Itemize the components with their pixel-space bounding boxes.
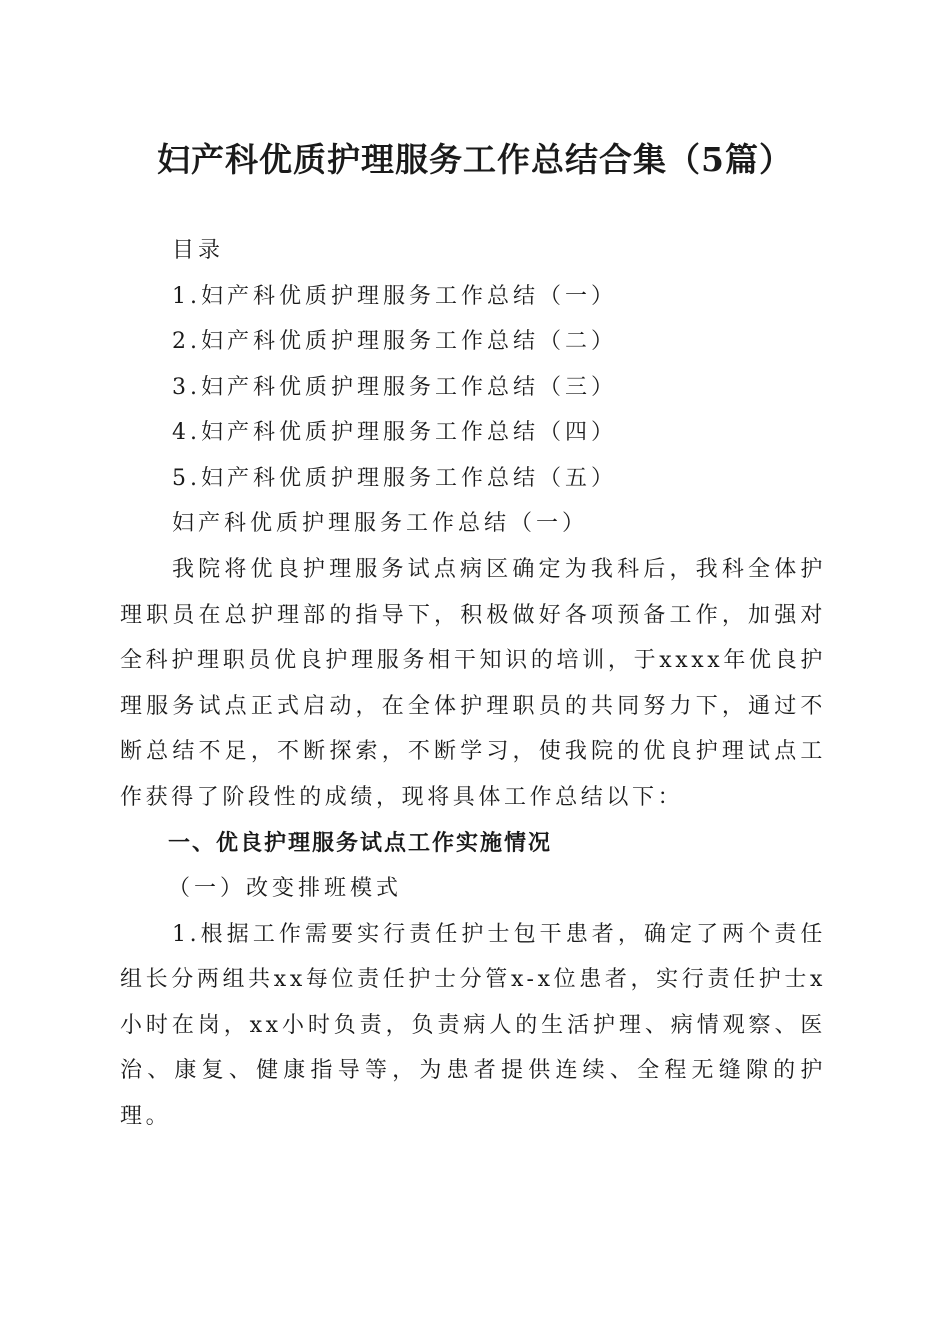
heading-level-1: 一、优良护理服务试点工作实施情况	[168, 830, 553, 856]
toc-item: 1.妇产科优质护理服务工作总结（一）	[172, 283, 617, 309]
toc-item: 4.妇产科优质护理服务工作总结（四）	[172, 420, 617, 445]
toc-heading: 目录	[172, 238, 225, 263]
table-of-contents	[172, 228, 617, 547]
intro-paragraph: 我院将优良护理服务试点病区确定为我科后，我科全体护理职员在总护理部的指导下，积极做好各项预备工作，加强对全科护理职员优良护理服务相干知识的培训，于xxxx年优良护理服务试点正式启动，在全体护理职员的共同努力下，通过不断总结不足，不断探索，不断学习，使我院的优良护理试点工作获得了阶段性的成绩，现将具体工作总结以下：	[120, 557, 826, 810]
toc-item: 2.妇产科优质护理服务工作总结（二）	[172, 329, 617, 354]
toc-item: 5.妇产科优质护理服务工作总结（五）	[172, 465, 617, 491]
heading-level-2: （一）改变排班模式	[168, 876, 403, 902]
body-paragraph: 1.根据工作需要实行责任护士包干患者，确定了两个责任组长分两组共xx每位责任护士分管x-x位患者，实行责任护士x小时在岗，xx小时负责，负责病人的生活护理、病情观察、医治、康复、健康指导等，为患者提供连续、全程无缝隙的护理。	[120, 921, 826, 1129]
section-title: 妇产科优质护理服务工作总结（一）	[172, 511, 589, 536]
document-title: 妇产科优质护理服务工作总结合集（5篇）	[157, 140, 793, 179]
toc-item: 3.妇产科优质护理服务工作总结（三）	[172, 374, 617, 400]
document-body	[120, 547, 826, 1140]
